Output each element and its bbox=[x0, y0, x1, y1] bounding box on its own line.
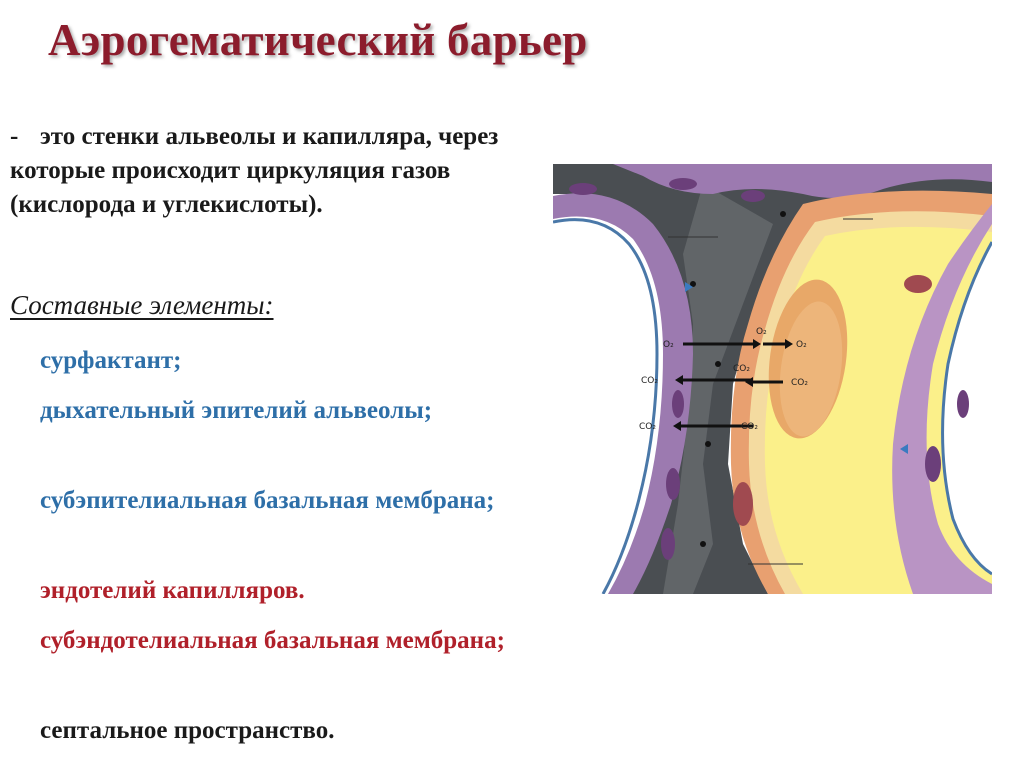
intro-paragraph bbox=[10, 120, 510, 222]
gas-label-o2: O₂ bbox=[796, 340, 807, 350]
gas-label-co2: CO₂ bbox=[639, 422, 656, 432]
barrier-diagram bbox=[553, 164, 992, 594]
list-item-respiratory-epithelium: дыхательный эпителий альвеолы; bbox=[40, 397, 433, 424]
gas-label-o2: O₂ bbox=[663, 340, 674, 350]
gas-label-co2: CO₂ bbox=[641, 376, 658, 386]
air-blood-barrier-illustration bbox=[553, 164, 992, 594]
intro-text: это стенки альвеолы и капилляра, через которые происходит циркуляция газов (кислорода и углекислоты). bbox=[10, 123, 499, 218]
slide-title: Аэрогематический барьер bbox=[48, 15, 588, 65]
gas-label-co2: CO₂ bbox=[791, 378, 808, 388]
list-item-surfactant: сурфактант; bbox=[40, 347, 182, 374]
list-item-subepithelial-membrane: субэпителиальная базальная мембрана; bbox=[40, 487, 495, 514]
gas-label-o2: O₂ bbox=[756, 327, 767, 337]
intro-dash: - bbox=[10, 123, 19, 150]
list-item-subendothelial-membrane: субэндотелиальная базальная мембрана; bbox=[40, 627, 505, 654]
list-item-septal-space: септальное пространство. bbox=[40, 717, 335, 744]
components-subheading: Составные элементы: bbox=[10, 290, 274, 320]
list-item-capillary-endothelium: эндотелий капилляров. bbox=[40, 577, 305, 604]
gas-label-co2: CO₂ bbox=[741, 422, 758, 432]
gas-label-co2: CO₂ bbox=[733, 364, 750, 374]
